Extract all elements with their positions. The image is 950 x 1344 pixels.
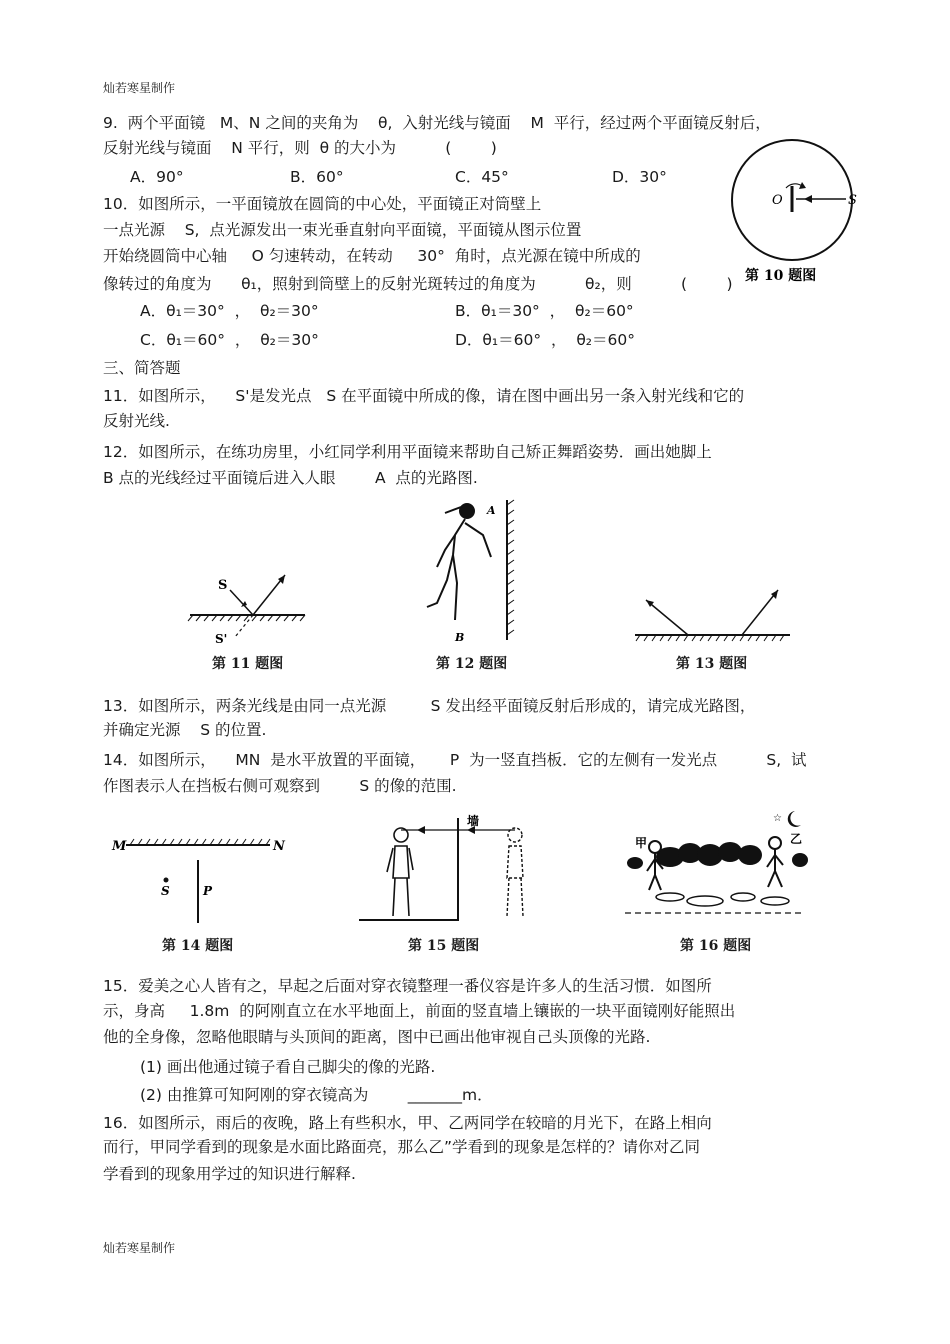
q9-option-d: D．30° — [612, 168, 667, 186]
caption-fig15: 第 15 题图 — [408, 938, 480, 954]
q10-line2: 一点光源 S, 点光源发出一束光垂直射向平面镜，平面镜从图示位置 — [103, 221, 582, 239]
q9-option-b: B．60° — [290, 168, 344, 186]
q15-sub1: (1) 画出他通过镜子看自己脚尖的像的光路. — [140, 1058, 436, 1076]
figure-15 — [355, 808, 545, 928]
q9-option-c: C．45° — [455, 168, 509, 186]
light-point-s — [164, 878, 169, 883]
person-figure — [387, 828, 413, 916]
incident-ray — [230, 590, 253, 615]
water-puddles — [656, 893, 789, 906]
rotation-arc — [786, 184, 802, 188]
label-a: A — [487, 504, 496, 517]
page-footer: 灿若寒星制作 — [103, 1241, 176, 1255]
star-icon: ☆ — [773, 813, 782, 824]
q10-option-b: B．θ₁＝30° ， θ₂＝60° — [455, 302, 634, 320]
wall-hatching — [507, 500, 514, 635]
q10-option-a: A．θ₁＝30° ， θ₂＝30° — [140, 302, 319, 320]
q10-line1: 10．如图所示，一平面镜放在圆筒的中心处，平面镜正对筒壁上 — [103, 195, 542, 213]
caption-fig14: 第 14 题图 — [162, 938, 234, 954]
q10-option-d: D．θ₁＝60° ， θ₂＝60° — [455, 331, 635, 349]
caption-fig12: 第 12 题图 — [436, 656, 508, 672]
dancer-figure — [427, 504, 491, 620]
label-yi: 乙 — [790, 832, 803, 846]
q10-option-c: C．θ₁＝60° ， θ₂＝30° — [140, 331, 319, 349]
label-s: S — [161, 884, 170, 898]
q16-line1: 16．如图所示，雨后的夜晚，路上有些积水，甲、乙两同学在较暗的月光下，在路上相向 — [103, 1114, 712, 1132]
figure-16 — [625, 805, 810, 925]
reflected-ray-left — [646, 600, 688, 635]
q12-line2: B 点的光线经过平面镜后进入人眼 A 点的光路图. — [103, 469, 478, 487]
image-figure — [507, 828, 523, 916]
figure-14 — [110, 835, 290, 930]
label-m: M — [112, 839, 127, 854]
label-jia: 甲 — [635, 836, 648, 850]
q14-line2: 作图表示人在挡板右侧可观察到 S 的像的范围. — [103, 777, 457, 795]
q15-line3: 他的全身像，忽略他眼睛与头顶间的距离，图中已画出他审视自己头顶像的光路. — [103, 1028, 651, 1046]
q15-line1: 15．爱美之心人皆有之，早起之后面对穿衣镜整理一番仪容是许多人的生活习惯．如图所 — [103, 977, 712, 995]
q10-line4: 像转过的角度为 θ₁，照射到筒壁上的反射光斑转过的角度为 θ₂，则 ( ) — [103, 275, 733, 293]
q15-sub2: (2) 由推算可知阿刚的穿衣镜高为 _______m． — [140, 1086, 493, 1104]
q11-line1: 11．如图所示， S'是发光点 S 在平面镜中所成的像，请在图中画出另一条入射光线和它的 — [103, 387, 745, 405]
person-jia — [647, 841, 663, 890]
label-p: P — [203, 884, 213, 898]
q9-option-a: A．90° — [130, 168, 184, 186]
caption-fig11: 第 11 题图 — [212, 656, 284, 672]
reflected-ray-right — [742, 590, 778, 635]
figure-10 — [720, 138, 870, 288]
ray-arrow-1 — [417, 826, 425, 834]
moon-icon — [788, 811, 801, 827]
caption-fig10: 第 10 题图 — [745, 268, 817, 284]
q11-line2: 反射光线. — [103, 412, 170, 430]
label-n: N — [273, 839, 285, 854]
q16-line3: 学看到的现象用学过的知识进行解释. — [103, 1165, 356, 1183]
caption-fig13: 第 13 题图 — [676, 656, 748, 672]
figure-11 — [185, 565, 315, 650]
page-header: 灿若寒星制作 — [103, 81, 176, 95]
label-s: S — [848, 193, 857, 208]
label-o: O — [772, 193, 783, 208]
caption-fig16: 第 16 题图 — [680, 938, 752, 954]
label-wall: 墙 — [467, 814, 480, 828]
label-s-prime: S' — [215, 632, 228, 646]
q16-line2: 而行，甲同学看到的现象是水面比路面亮，那么乙”学看到的现象是怎样的？请你对乙同 — [103, 1138, 701, 1156]
q9-line1: 9. 两个平面镜 M、N 之间的夹角为 θ, 入射光线与镜面 M 平行，经过两个平面镜反射后， — [103, 114, 771, 132]
person-yi — [767, 837, 783, 887]
section-title: 三、简答题 — [103, 359, 181, 377]
label-b: B — [455, 631, 465, 644]
figure-13 — [630, 580, 795, 650]
q13-line1: 13．如图所示，两条光线是由同一点光源 S 发出经平面镜反射后形成的，请完成光路图， — [103, 697, 756, 715]
q15-line2: 示，身高 1.8m 的阿刚直立在水平地面上，前面的竖直墙上镶嵌的一块平面镜刚好能照出 — [103, 1002, 736, 1020]
q10-line3: 开始绕圆筒中心轴 O 匀速转动，在转动 30° 角时，点光源在镜中所成的 — [103, 247, 641, 265]
figure-12 — [415, 495, 535, 650]
q13-line2: 并确定光源 S 的位置. — [103, 721, 267, 739]
label-s: S — [218, 578, 228, 593]
q9-line2: 反射光线与镜面 N 平行，则 θ 的大小为 ( ) — [103, 139, 497, 157]
q14-line1: 14．如图所示， MN 是水平放置的平面镜， P 为一竖直挡板．它的左侧有一发光点 S, 试 — [103, 751, 807, 769]
ray-arrow — [804, 195, 812, 203]
q12-line1: 12．如图所示，在练功房里，小红同学利用平面镜来帮助自己矫正舞蹈姿势．画出她脚上 — [103, 443, 712, 461]
